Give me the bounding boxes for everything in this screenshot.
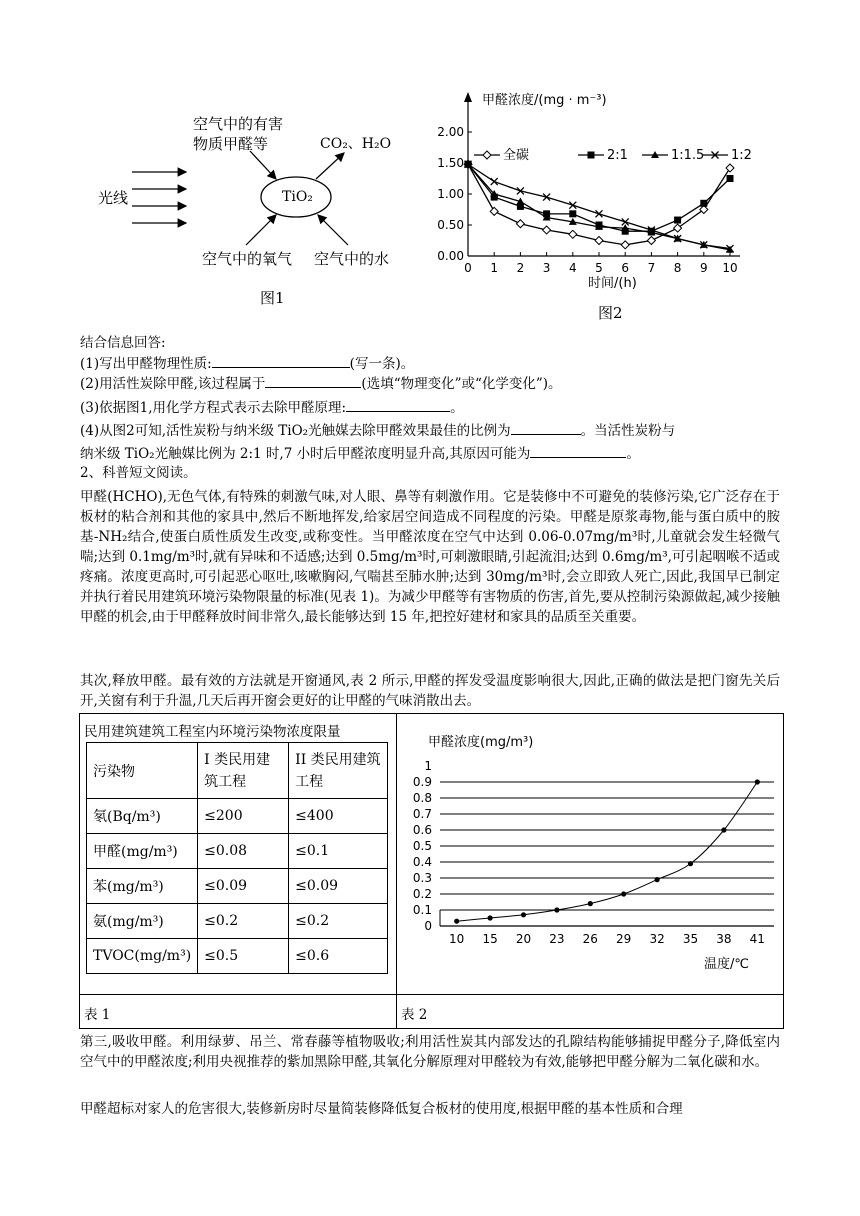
data-point — [569, 210, 576, 217]
x-tick-label: 26 — [582, 932, 598, 946]
data-point — [588, 152, 595, 159]
harmful-substance-label-1: 空气中的有害 — [193, 115, 284, 133]
x-axis-label: 温度/℃ — [704, 957, 749, 972]
paragraph-1: 甲醛(HCHO),无色气体,有特殊的刺激气味,对人眼、鼻等有刺激作用。它是装修中不可避免的装修污染,它广泛存在于板材的粘合剂和其他的家具中,然后不断地挥发,给家居空间造成不同程度的污染。甲醛是原浆毒物,能与蛋白质中的胺基-NH₂结合,使蛋白质性质发生改变,或称变性。当甲醛浓度在空气中达到 0.06-0.07mg/m³时,儿童就会发生轻微气喘;达到 0.1mg/m³时,就有异味和不适感;达到 0.5mg/m³时,可刺激眼睛,引起流泪;达到 0.6mg/m³,可引起咽喉不适或疼痛。浓度更高时,可引起恶心呕吐,咳嗽胸闷,气喘甚至肺水肿;达到 30mg/m³时,会立即致人死亡,因此,我国早已制定并执行着民用建筑环境污染物限量的标准(见表 1)。为减少甲醛等有害物质的伤害,首先,要从控制污染源做起,减少接触甲醛的机会,由于甲醛释放时间非常久,最长能够达到 15 年,把控好建材和家具的品质至关重要。 — [80, 489, 780, 625]
legend-label: 1:2 — [731, 148, 752, 163]
x-tick-label: 1 — [490, 261, 499, 275]
table-cell: ≤200 — [198, 799, 289, 834]
question-2-text: (2)用活性炭除甲醛,该过程属于 — [80, 376, 266, 392]
paragraph-3: 第三,吸收甲醛。利用绿萝、吊兰、常春藤等植物吸收;利用活性炭其内部发达的孔隙结构能够捕捉甲醛分子,降低室内空气中的甲醛浓度;利用央视推荐的紫加黑除甲醛,其氧化分解原理对甲醛较为有效,能够把甲醛分解为二氧化碳和水。 — [80, 1034, 780, 1070]
x-tick-label: 8 — [673, 261, 682, 275]
question-4-end: 。 — [626, 446, 640, 462]
oxygen-label: 空气中的氧气 — [202, 250, 293, 268]
data-point — [621, 891, 626, 896]
x-tick-label: 7 — [647, 261, 656, 275]
y-tick-label: 0.9 — [412, 775, 432, 789]
question-4-text-2: 纳米级 TiO₂光触媒比例为 2:1 时,7 小时后甲醛浓度明显升高,其原因可能为 — [80, 446, 531, 462]
table-header-class-2: II 类民用建筑工程 — [289, 743, 388, 799]
figure-2 — [430, 88, 760, 328]
y-tick-label: 1 — [424, 759, 432, 773]
y-tick-label: 0.4 — [412, 855, 432, 869]
formaldehyde-arrow — [250, 151, 276, 179]
table-cell: ≤0.09 — [198, 869, 289, 904]
table-row — [87, 834, 388, 869]
answer-blank-2[interactable] — [265, 373, 361, 388]
data-point — [700, 200, 707, 207]
y-tick-label: 0.1 — [412, 903, 432, 917]
y-tick-label: 0.2 — [412, 887, 432, 901]
table-1 — [86, 742, 388, 974]
legend-label: 1:1.5 — [671, 148, 705, 163]
table-cell: ≤0.2 — [198, 904, 289, 939]
x-tick-label: 38 — [716, 932, 732, 946]
question-4-line-2 — [80, 443, 640, 464]
data-point — [688, 861, 693, 866]
question-1-hint: (写一条)。 — [349, 356, 415, 372]
data-point — [755, 779, 760, 784]
data-point — [543, 226, 551, 234]
paragraph-2: 其次,释放甲醛。最有效的方法就是开窗通风,表 2 所示,甲醛的挥发受温度影响很大,因此,正确的做法是把门窗先关后开,关窗有利于升温,几天后再开窗会更好的让甲醛的气味消散出去。 — [80, 673, 780, 709]
table-cell: ≤400 — [289, 799, 388, 834]
data-point — [483, 151, 491, 159]
water-arrow — [318, 215, 348, 245]
table-row — [87, 869, 388, 904]
figure-1-caption: 图1 — [260, 289, 285, 307]
y-tick-label: 0.00 — [437, 249, 464, 263]
x-tick-label: 41 — [749, 932, 765, 946]
table-cell: 苯(mg/m³) — [87, 869, 198, 904]
question-1-text: (1)写出甲醛物理性质: — [80, 356, 212, 372]
question-4-continue: 。当活性炭粉与 — [580, 423, 676, 439]
table-cell: ≤0.2 — [289, 904, 388, 939]
y-tick-label: 0 — [424, 919, 432, 933]
data-point — [655, 877, 660, 882]
table-cell: ≤0.1 — [289, 834, 388, 869]
x-tick-label: 9 — [699, 261, 708, 275]
data-point — [596, 210, 603, 217]
data-point — [595, 237, 603, 245]
table-header-pollutant: 污染物 — [87, 743, 198, 799]
x-tick-label: 32 — [649, 932, 665, 946]
table-cell: ≤0.09 — [289, 869, 388, 904]
data-point — [726, 164, 734, 172]
question-4-text: (4)从图2可知,活性炭粉与纳米级 TiO₂光触媒去除甲醛效果最佳的比例为 — [80, 423, 511, 439]
data-point — [674, 224, 682, 232]
data-point — [516, 220, 524, 228]
paragraph-4: 甲醛超标对家人的危害很大,装修新房时尽量简装修降低复合板材的使用度,根据甲醛的基本性质和合理 — [80, 1101, 683, 1117]
data-point — [721, 827, 726, 832]
question-2 — [80, 373, 562, 394]
table-2-chart-wrap — [398, 728, 782, 990]
question-2-hint: (选填“物理变化”或“化学变化”)。 — [361, 376, 562, 392]
table-cell: 氡(Bq/m³) — [87, 799, 198, 834]
table-cell: ≤0.08 — [198, 834, 289, 869]
products-label: CO₂、H₂O — [320, 136, 392, 152]
x-tick-label: 4 — [568, 261, 577, 275]
x-axis-label: 时间/(h) — [588, 276, 637, 291]
y-tick-label: 0.5 — [412, 839, 432, 853]
tio2-label: TiO₂ — [282, 189, 313, 205]
legend-label: 2:1 — [607, 148, 628, 163]
table-1-title: 民用建筑建筑工程室内环境污染物浓度限量 — [84, 724, 341, 740]
question-3 — [80, 397, 464, 418]
x-tick-label: 10 — [449, 932, 465, 946]
oxygen-arrow — [246, 215, 276, 245]
questions-intro: 结合信息回答: — [80, 335, 166, 351]
y-tick-label: 0.6 — [412, 823, 432, 837]
figure-1 — [80, 95, 410, 320]
y-axis-label: 甲醛浓度/(mg · m⁻³) — [482, 93, 607, 108]
table-cell: ≤0.5 — [198, 939, 289, 974]
y-tick-label: 0.7 — [412, 807, 432, 821]
question-4-line-1 — [80, 420, 675, 441]
question-3-end: 。 — [450, 400, 464, 416]
data-point — [554, 907, 559, 912]
table-cell: 甲醛(mg/m³) — [87, 834, 198, 869]
figure-2-chart — [430, 88, 760, 328]
table-2-caption: 表 2 — [401, 1007, 428, 1023]
data-point — [490, 207, 498, 215]
table-2-chart — [398, 728, 782, 990]
data-point — [488, 915, 493, 920]
question-3-text: (3)依据图1,用化学方程式表示去除甲醛原理: — [80, 400, 347, 416]
data-point — [727, 175, 734, 182]
y-tick-label: 0.50 — [437, 218, 464, 232]
data-point — [454, 919, 459, 924]
table-divider — [79, 994, 784, 995]
table-cell: 氨(mg/m³) — [87, 904, 198, 939]
data-point — [621, 241, 629, 249]
answer-blank-5[interactable] — [530, 443, 626, 458]
y-axis-arrow — [464, 92, 472, 102]
data-point — [569, 230, 577, 238]
harmful-substance-label-2: 物质甲醛等 — [193, 135, 269, 153]
x-tick-label: 23 — [549, 932, 565, 946]
section-2-heading: 2、科普短文阅读。 — [80, 465, 197, 481]
answer-blank-4[interactable] — [511, 420, 581, 435]
series-line — [468, 164, 730, 245]
product-arrow — [316, 153, 344, 179]
table-cell: TVOC(mg/m³) — [87, 939, 198, 974]
x-tick-label: 15 — [482, 932, 498, 946]
curve-line — [457, 782, 758, 921]
table-row — [87, 939, 388, 974]
table-header-class-1: I 类民用建筑工程 — [198, 743, 289, 799]
question-1 — [80, 353, 414, 374]
x-tick-label: 20 — [515, 932, 532, 946]
y-tick-label: 2.00 — [437, 125, 464, 139]
data-point — [491, 178, 498, 185]
water-label: 空气中的水 — [314, 250, 390, 268]
y-tick-label: 1.50 — [437, 156, 464, 170]
data-point — [647, 237, 655, 245]
table-row — [87, 904, 388, 939]
x-tick-label: 3 — [542, 261, 551, 275]
answer-blank-3[interactable] — [346, 397, 450, 412]
x-tick-label: 10 — [722, 261, 738, 275]
table-header-row — [87, 743, 388, 799]
x-tick-label: 29 — [616, 932, 632, 946]
data-point — [674, 217, 681, 224]
x-tick-label: 0 — [464, 261, 472, 275]
x-tick-label: 5 — [595, 261, 603, 275]
legend-label: 全碳 — [503, 148, 530, 163]
data-point — [569, 202, 576, 209]
x-tick-label: 2 — [516, 261, 525, 275]
answer-blank-1[interactable] — [212, 353, 350, 368]
x-tick-label: 6 — [621, 261, 630, 275]
data-point — [521, 912, 526, 917]
y-axis-label: 甲醛浓度(mg/m³) — [428, 735, 534, 750]
data-point — [588, 901, 593, 906]
y-tick-label: 0.8 — [412, 791, 432, 805]
y-tick-label: 1.00 — [437, 187, 464, 201]
y-tick-label: 0.3 — [412, 871, 432, 885]
x-tick-label: 35 — [682, 932, 699, 946]
figure-2-caption: 图2 — [598, 304, 623, 322]
light-label: 光线 — [98, 189, 129, 207]
table-1-caption: 表 1 — [84, 1007, 111, 1023]
table-row — [87, 799, 388, 834]
table-cell: ≤0.6 — [289, 939, 388, 974]
